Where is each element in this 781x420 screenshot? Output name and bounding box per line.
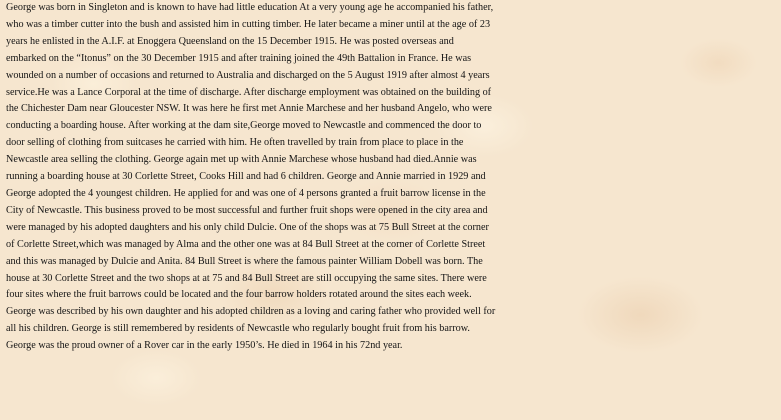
text-line: conducting a boarding house. After working at the dam site,George moved to Newcastle and commenced the door to xyxy=(6,120,482,132)
biography-page xyxy=(6,0,778,420)
text-line: who was a timber cutter into the bush and assisted him in cutting timber. He later became a miner until at the age of 23 xyxy=(6,18,491,30)
text-line: George was the proud owner of a Rover car in the early 1950’s. He died in 1964 in his 72nd year. xyxy=(6,340,403,352)
text-line: house at 30 Corlette Street and the two shops at at 75 and 84 Bull Street are still occupying the same sites. There were xyxy=(6,272,487,284)
text-line: service.He was a Lance Corporal at the time of discharge. After discharge employment was obtained on the building of xyxy=(6,86,492,98)
text-line: wounded on a number of occasions and returned to Australia and discharged on the 5 August 1919 after almost 4 years xyxy=(6,69,490,81)
text-line: years he enlisted in the A.I.F. at Enoggera Queensland on the 15 December 1915. He was posted overseas and xyxy=(6,35,454,47)
text-line: and this was managed by Dulcie and Anita. 84 Bull Street is where the famous painter William Dobell was born. The xyxy=(6,255,483,267)
text-line: four sites where the fruit barrows could be located and the four barrow holders rotated around the sites each week. xyxy=(6,289,472,301)
text-line: embarked on the “Itonus” on the 30 December 1915 and after training joined the 49th Battalion in France. He was xyxy=(6,52,472,64)
text-line: running a boarding house at 30 Corlette Street, Cooks Hill and had 6 children. George and Annie married in 1929 and xyxy=(6,171,486,183)
text-line: were managed by his adopted daughters and his only child Dulcie. One of the shops was at 75 Bull Street at the corner xyxy=(6,221,489,233)
text-line: Newcastle area selling the clothing. George again met up with Annie Marchese whose husband had died.Annie was xyxy=(6,154,477,166)
text-line: all his children. George is still remembered by residents of Newcastle who regularly bought fruit from his barrow. xyxy=(6,323,470,335)
text-line: George adopted the 4 youngest children. He applied for and was one of 4 persons granted a fruit barrow license in the xyxy=(6,187,486,199)
text-line: of Corlette Street,which was managed by Alma and the other one was at 84 Bull Street at the corner of Corlette Street xyxy=(6,238,486,250)
text-line: the Chichester Dam near Gloucester NSW. It was here he first met Annie Marchese and her husband Angelo, who were xyxy=(6,103,492,115)
text-line: George was born in Singleton and is known to have had little education At a very young age he accompanied his father, xyxy=(6,2,494,13)
text-line: City of Newcastle. This business proved to be most successful and further fruit shops were opened in the city area and xyxy=(6,204,488,216)
text-line: door selling of clothing from suitcases he carried with him. He often travelled by train from place to place in the xyxy=(6,137,464,149)
biography-paragraph xyxy=(6,0,778,355)
text-line: George was described by his own daughter and his adopted children as a loving and caring father who provided well for xyxy=(6,306,496,318)
